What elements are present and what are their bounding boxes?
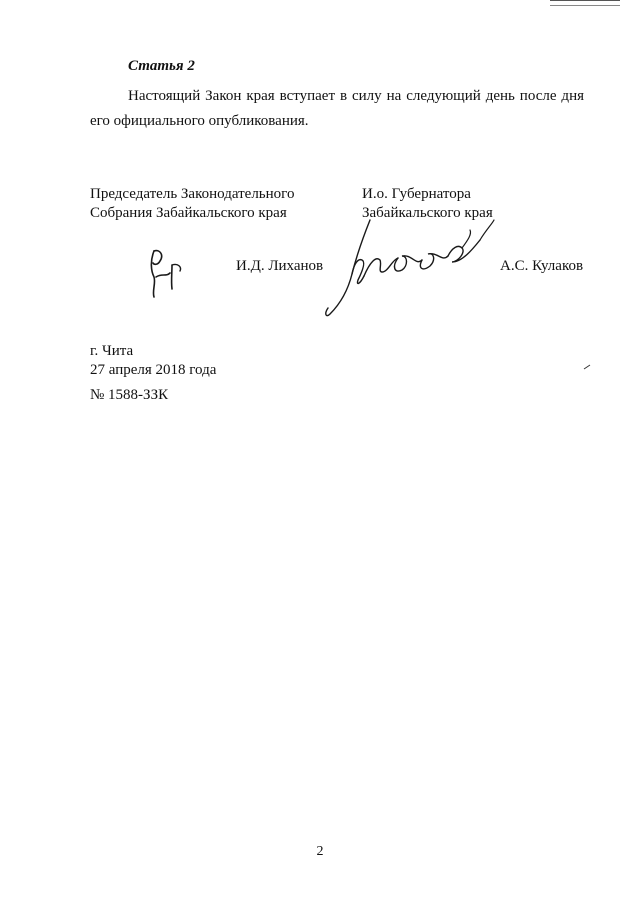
scan-edge-mark (550, 0, 620, 6)
right-signature (322, 210, 498, 322)
left-signatory-position (90, 185, 294, 223)
law-number: № 1588-ЗЗК (90, 387, 169, 403)
left-signature (142, 243, 192, 303)
article-text: Настоящий Закон края вступает в силу на следующий день после дня его официального опубликования. (90, 88, 584, 129)
left-position-line-1: Председатель Законодательного (90, 186, 295, 202)
right-signatory-name: А.С. Кулаков (500, 258, 584, 274)
stray-pen-mark (583, 364, 591, 370)
left-signatory-name: И.Д. Лиханов (236, 258, 324, 274)
right-position-line-1: И.о. Губернатора (362, 186, 471, 202)
date: 27 апреля 2018 года (90, 362, 217, 378)
place: г. Чита (90, 343, 134, 359)
article-title: Статья 2 (128, 58, 195, 74)
page-number: 2 (316, 844, 324, 859)
left-position-line-2: Собрания Забайкальского края (90, 205, 287, 221)
right-position-line-2: Забайкальского края (362, 205, 493, 221)
place-and-date (90, 342, 216, 380)
